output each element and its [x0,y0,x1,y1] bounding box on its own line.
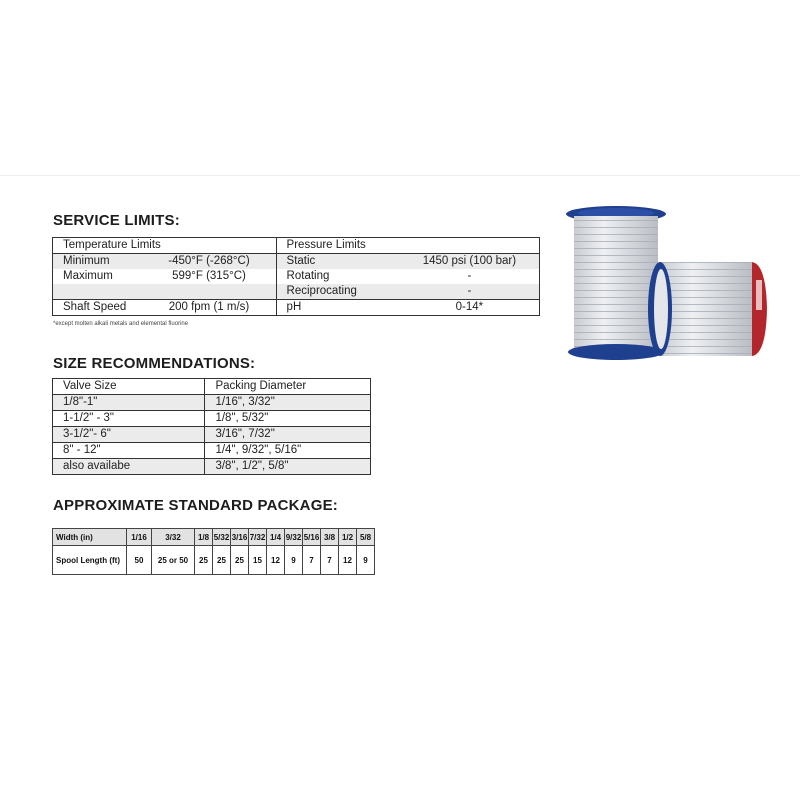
spool-length-cell: 9 [285,546,303,575]
limit-value [142,284,276,300]
spool-length-label: Spool Length (ft) [53,546,127,575]
limit-label: Shaft Speed [53,300,143,316]
spool-length-cell: 50 [127,546,152,575]
table-row [53,379,371,395]
spool-length-cell: 25 or 50 [152,546,195,575]
packing-diameter-cell: 1/8", 5/32" [205,411,371,427]
valve-size-cell: also availabe [53,459,205,475]
width-row [53,529,375,546]
pressure-header: Pressure Limits [276,238,539,254]
spool-length-cell: 7 [321,546,339,575]
limit-label [53,284,143,300]
packing-diameter-cell: 1/16", 3/32" [205,395,371,411]
size-recommendations-table [52,378,371,475]
pressure-label: Reciprocating [276,284,400,300]
pressure-value: - [400,284,540,300]
spool-length-cell: 25 [231,546,249,575]
temperature-header: Temperature Limits [53,238,277,254]
limit-value: -450°F (-268°C) [142,254,276,270]
pressure-label: pH [276,300,400,316]
valve-size-cell: 1-1/2" - 3" [53,411,205,427]
table-row [53,300,540,316]
pressure-value: 1450 psi (100 bar) [400,254,540,270]
spool-length-cell: 25 [213,546,231,575]
service-limits-table [52,237,540,316]
service-limits-heading: SERVICE LIMITS: [53,212,180,229]
valve-size-header: Valve Size [53,379,205,395]
spool-length-row [53,546,375,575]
table-row [53,284,540,300]
top-divider [0,175,800,176]
limit-label: Minimum [53,254,143,270]
packing-spools-image [560,200,775,375]
table-row [53,411,371,427]
table-row [53,443,371,459]
spool-length-cell: 15 [249,546,267,575]
valve-size-cell: 3-1/2"- 6" [53,427,205,443]
width-cell: 3/8 [321,529,339,546]
spool-length-cell: 7 [303,546,321,575]
limit-value: 200 fpm (1 m/s) [142,300,276,316]
table-row [53,427,371,443]
pressure-label: Static [276,254,400,270]
table-row [53,238,540,254]
pressure-value: - [467,270,472,282]
limit-value: 599°F (315°C) [172,270,246,282]
packing-diameter-cell: 1/4", 9/32", 5/16" [205,443,371,459]
valve-size-cell: 1/8"-1" [53,395,205,411]
valve-size-cell: 8" - 12" [53,443,205,459]
width-label: Width (in) [53,529,127,546]
size-recommendations-heading: SIZE RECOMMENDATIONS: [53,355,256,372]
table-row [53,459,371,475]
packing-diameter-cell: 3/8", 1/2", 5/8" [205,459,371,475]
width-cell: 5/8 [357,529,375,546]
packing-diameter-header: Packing Diameter [205,379,371,395]
standard-package-heading: APPROXIMATE STANDARD PACKAGE: [53,497,338,514]
pressure-value: 0-14* [400,300,540,316]
width-cell: 7/32 [249,529,267,546]
back-spool-bottom-flange [568,344,664,360]
front-spool [648,262,767,356]
limit-label: Maximum [63,270,113,282]
standard-package-table [52,528,375,575]
width-cell: 5/32 [213,529,231,546]
table-row [53,269,540,284]
pressure-label: Rotating [276,269,400,284]
spool-length-cell: 12 [267,546,285,575]
width-cell: 3/16 [231,529,249,546]
width-cell: 1/8 [195,529,213,546]
spool-length-cell: 12 [339,546,357,575]
spool-length-cell: 9 [357,546,375,575]
width-cell: 1/2 [339,529,357,546]
service-limits-footnote: *except molten alkali metals and elemental fluorine [53,321,189,327]
width-cell: 1/16 [127,529,152,546]
table-row [53,254,540,270]
width-cell: 9/32 [285,529,303,546]
width-cell: 5/16 [303,529,321,546]
spool-length-cell: 25 [195,546,213,575]
table-row [53,395,371,411]
width-cell: 3/32 [152,529,195,546]
width-cell: 1/4 [267,529,285,546]
packing-diameter-cell: 3/16", 7/32" [205,427,371,443]
